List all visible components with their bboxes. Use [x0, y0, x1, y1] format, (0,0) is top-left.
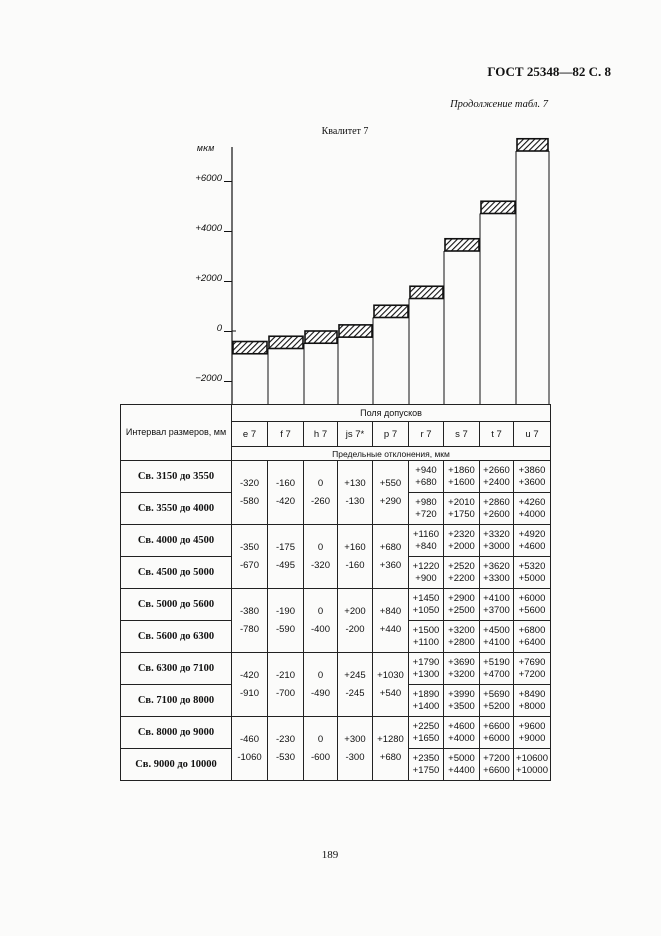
- deviation-cell-s: [444, 493, 480, 525]
- deviation-value: +3600: [518, 476, 546, 488]
- deviation-cell-s: [444, 557, 480, 589]
- deviation-value: +680: [379, 541, 402, 553]
- deviation-value: +940: [415, 464, 437, 476]
- y-tick-mark: [224, 231, 232, 232]
- deviation-value: -175: [275, 541, 295, 553]
- deviation-value: +6600: [483, 720, 510, 732]
- size-range-label: Св. 6300 до 7100: [121, 653, 232, 685]
- deviation-value: +440: [379, 623, 402, 635]
- y-tick-mark: [224, 181, 232, 182]
- deviation-value: +8490: [518, 688, 546, 700]
- deviation-value: +1860: [448, 464, 475, 476]
- deviation-value: +3690: [448, 656, 475, 668]
- deviation-value: +10600: [516, 752, 548, 764]
- deviation-value: -300: [345, 751, 365, 763]
- deviation-cell-s: [444, 685, 480, 717]
- deviation-value: 0: [317, 605, 324, 617]
- deviation-value: +10000: [516, 764, 548, 776]
- deviation-cell-u: [514, 493, 551, 525]
- deviation-cell-h: [304, 653, 338, 717]
- size-range-label: Св. 8000 до 9000: [121, 717, 232, 749]
- deviation-value: +6000: [518, 592, 546, 604]
- deviation-value: +200: [344, 605, 366, 617]
- deviation-cell-f: [268, 461, 304, 525]
- tolerance-table: [120, 404, 551, 781]
- deviation-cell-s: [444, 589, 480, 621]
- deviation-value: -590: [275, 623, 295, 635]
- deviation-value: +2010: [448, 496, 475, 508]
- deviation-value: +4500: [483, 624, 510, 636]
- deviation-cell-u: [514, 653, 551, 685]
- deviation-value: -350: [239, 541, 259, 553]
- deviation-value: -400: [310, 623, 330, 635]
- deviation-cell-t: [480, 685, 514, 717]
- deviation-cell-e: [232, 717, 268, 781]
- tolerance-bar-2: [269, 336, 303, 348]
- deviation-value: +130: [344, 477, 366, 489]
- deviation-value: +5600: [518, 604, 546, 616]
- deviation-value: +550: [379, 477, 402, 489]
- deviation-value: +1750: [412, 764, 440, 776]
- table-continuation-note: Продолжение табл. 7: [450, 99, 548, 110]
- grade-header-8: t 7: [480, 422, 514, 447]
- y-tick-mark: [224, 381, 232, 382]
- deviation-cell-f: [268, 525, 304, 589]
- deviation-value: +2200: [448, 572, 475, 584]
- deviation-cell-t: [480, 621, 514, 653]
- deviation-value: -420: [275, 495, 295, 507]
- deviation-value: +2400: [483, 476, 510, 488]
- tolerance-bar-4: [339, 325, 372, 337]
- deviation-cell-p: [373, 525, 409, 589]
- deviation-cell-r: [409, 717, 444, 749]
- deviation-value: -380: [239, 605, 259, 617]
- deviation-cell-js: [338, 525, 373, 589]
- deviation-cell-h: [304, 525, 338, 589]
- deviation-value: +1450: [412, 592, 440, 604]
- y-tick-mark: [224, 331, 232, 332]
- grade-header-9: u 7: [514, 422, 551, 447]
- deviation-cell-e: [232, 589, 268, 653]
- y-tick-mark: [224, 281, 232, 282]
- deviation-value: +2000: [448, 540, 475, 552]
- deviation-cell-r: [409, 749, 444, 781]
- deviation-value: +4000: [448, 732, 475, 744]
- deviation-cell-p: [373, 717, 409, 781]
- deviation-value: +3500: [448, 700, 475, 712]
- deviation-cell-t: [480, 589, 514, 621]
- deviation-value: +2600: [483, 508, 510, 520]
- deviation-value: +4600: [448, 720, 475, 732]
- deviation-value: +840: [379, 605, 402, 617]
- y-tick-label: +6000: [195, 173, 222, 184]
- deviation-value: -230: [275, 733, 295, 745]
- deviation-value: +6800: [518, 624, 546, 636]
- size-range-label: Св. 7100 до 8000: [121, 685, 232, 717]
- deviation-value: +3320: [483, 528, 510, 540]
- deviation-cell-r: [409, 461, 444, 493]
- deviation-cell-t: [480, 493, 514, 525]
- deviation-value: 0: [317, 477, 324, 489]
- deviation-cell-f: [268, 589, 304, 653]
- deviation-value: +720: [415, 508, 437, 520]
- deviation-cell-s: [444, 461, 480, 493]
- deviation-value: +1750: [448, 508, 475, 520]
- deviation-cell-p: [373, 653, 409, 717]
- tolerance-bar-6: [410, 286, 443, 298]
- deviation-cell-h: [304, 461, 338, 525]
- deviation-cell-r: [409, 557, 444, 589]
- deviation-value: +4700: [483, 668, 510, 680]
- deviation-value: +3700: [483, 604, 510, 616]
- deviation-cell-s: [444, 749, 480, 781]
- deviation-value: +2520: [448, 560, 475, 572]
- deviation-value: +3200: [448, 668, 475, 680]
- y-axis-unit: мкм: [197, 143, 215, 154]
- deviation-value: +8000: [518, 700, 546, 712]
- deviation-value: +300: [344, 733, 366, 745]
- grade-header-4: js 7*: [338, 422, 373, 447]
- deviation-value: +2660: [483, 464, 510, 476]
- deviation-cell-js: [338, 589, 373, 653]
- deviation-value: +6000: [483, 732, 510, 744]
- deviation-value: -420: [239, 669, 259, 681]
- deviation-value: +4100: [483, 592, 510, 604]
- deviation-value: +9000: [518, 732, 546, 744]
- deviation-value: -580: [239, 495, 259, 507]
- deviation-value: -780: [239, 623, 259, 635]
- tolerance-bar-9: [517, 139, 548, 151]
- tolerance-bar-1: [233, 342, 267, 354]
- page-number: 189: [321, 849, 339, 861]
- deviation-value: +2800: [448, 636, 475, 648]
- deviation-cell-s: [444, 653, 480, 685]
- tolerance-bar-5: [374, 305, 408, 317]
- deviation-cell-e: [232, 461, 268, 525]
- deviation-cell-js: [338, 653, 373, 717]
- deviation-value: -495: [275, 559, 295, 571]
- deviation-value: -260: [310, 495, 330, 507]
- deviation-value: +2860: [483, 496, 510, 508]
- deviation-value: -130: [345, 495, 365, 507]
- deviation-cell-h: [304, 589, 338, 653]
- deviation-value: +1600: [448, 476, 475, 488]
- deviation-cell-t: [480, 717, 514, 749]
- deviation-cell-t: [480, 749, 514, 781]
- deviation-value: -1060: [237, 751, 262, 763]
- deviation-value: 0: [317, 541, 324, 553]
- deviation-value: +245: [344, 669, 366, 681]
- deviation-cell-s: [444, 621, 480, 653]
- y-tick-label: +2000: [195, 273, 222, 284]
- deviation-value: +3860: [518, 464, 546, 476]
- deviation-cell-e: [232, 525, 268, 589]
- deviation-cell-r: [409, 653, 444, 685]
- deviation-value: +4600: [518, 540, 546, 552]
- deviation-value: +680: [379, 751, 402, 763]
- deviation-cell-r: [409, 621, 444, 653]
- deviation-value: +3200: [448, 624, 475, 636]
- size-range-label: Св. 4500 до 5000: [121, 557, 232, 589]
- deviation-value: -700: [275, 687, 295, 699]
- deviation-value: -210: [275, 669, 295, 681]
- deviation-cell-p: [373, 589, 409, 653]
- deviation-cell-u: [514, 557, 551, 589]
- deviation-cell-f: [268, 717, 304, 781]
- deviation-cell-e: [232, 653, 268, 717]
- deviation-value: +6600: [483, 764, 510, 776]
- deviation-value: -460: [239, 733, 259, 745]
- deviation-value: +3620: [483, 560, 510, 572]
- deviation-value: -190: [275, 605, 295, 617]
- grade-header-1: e 7: [232, 422, 268, 447]
- deviation-cell-s: [444, 717, 480, 749]
- deviation-value: +680: [415, 476, 437, 488]
- deviation-cell-p: [373, 461, 409, 525]
- deviation-value: +2500: [448, 604, 475, 616]
- deviation-cell-r: [409, 589, 444, 621]
- deviation-value: +3000: [483, 540, 510, 552]
- deviation-cell-u: [514, 621, 551, 653]
- tolerance-bar-3: [305, 331, 337, 343]
- deviation-value: +7690: [518, 656, 546, 668]
- limit-deviations-header: Предельные отклонения, мкм: [232, 447, 551, 461]
- deviation-value: +4000: [518, 508, 546, 520]
- deviation-value: -320: [310, 559, 330, 571]
- deviation-value: +900: [415, 572, 437, 584]
- deviation-value: +3990: [448, 688, 475, 700]
- deviation-value: -490: [310, 687, 330, 699]
- deviation-value: +360: [379, 559, 402, 571]
- grade-header-5: p 7: [373, 422, 409, 447]
- deviation-value: +1030: [377, 669, 404, 681]
- deviation-value: +4920: [518, 528, 546, 540]
- deviation-value: +5000: [448, 752, 475, 764]
- document-header: ГОСТ 25348—82 С. 8: [487, 64, 611, 79]
- size-interval-header: Интервал размеров, мм: [121, 405, 232, 461]
- deviation-value: +2900: [448, 592, 475, 604]
- deviation-cell-r: [409, 685, 444, 717]
- size-range-label: Св. 5000 до 5600: [121, 589, 232, 621]
- deviation-cell-s: [444, 525, 480, 557]
- deviation-value: +2320: [448, 528, 475, 540]
- deviation-value: +1220: [412, 560, 440, 572]
- deviation-value: -530: [275, 751, 295, 763]
- deviation-value: -320: [239, 477, 259, 489]
- deviation-value: +840: [415, 540, 437, 552]
- deviation-cell-t: [480, 653, 514, 685]
- deviation-value: +5190: [483, 656, 510, 668]
- deviation-cell-h: [304, 717, 338, 781]
- deviation-value: -910: [239, 687, 259, 699]
- deviation-value: +5690: [483, 688, 510, 700]
- deviation-value: 0: [317, 669, 324, 681]
- tolerance-fields-header: Поля допусков: [232, 405, 551, 422]
- tolerance-bar-7: [445, 239, 479, 251]
- deviation-value: -670: [239, 559, 259, 571]
- deviation-value: -245: [345, 687, 365, 699]
- deviation-value: +2250: [412, 720, 440, 732]
- deviation-value: +1100: [413, 636, 439, 648]
- deviation-value: +7200: [483, 752, 510, 764]
- deviation-value: +1300: [412, 668, 440, 680]
- deviation-value: +5000: [518, 572, 546, 584]
- deviation-value: +1160: [413, 528, 439, 540]
- size-range-label: Св. 3150 до 3550: [121, 461, 232, 493]
- deviation-value: +1400: [412, 700, 440, 712]
- deviation-value: +540: [379, 687, 402, 699]
- deviation-value: +1890: [412, 688, 440, 700]
- y-tick-label: 0: [216, 323, 222, 334]
- grade-header-6: r 7: [409, 422, 444, 447]
- deviation-cell-r: [409, 493, 444, 525]
- deviation-value: +4400: [448, 764, 475, 776]
- deviation-value: 0: [317, 733, 324, 745]
- deviation-cell-r: [409, 525, 444, 557]
- deviation-value: +980: [415, 496, 437, 508]
- deviation-cell-u: [514, 685, 551, 717]
- deviation-value: +2350: [412, 752, 440, 764]
- deviation-value: -200: [345, 623, 365, 635]
- deviation-cell-u: [514, 589, 551, 621]
- size-range-label: Св. 4000 до 4500: [121, 525, 232, 557]
- y-tick-label: +4000: [195, 223, 222, 234]
- deviation-value: -160: [275, 477, 295, 489]
- deviation-value: +1280: [377, 733, 404, 745]
- deviation-value: +7200: [518, 668, 546, 680]
- deviation-value: +1790: [412, 656, 440, 668]
- deviation-value: +160: [344, 541, 366, 553]
- deviation-cell-u: [514, 525, 551, 557]
- deviation-value: +290: [379, 495, 402, 507]
- deviation-value: +1050: [412, 604, 440, 616]
- deviation-cell-f: [268, 653, 304, 717]
- size-range-label: Св. 9000 до 10000: [121, 749, 232, 781]
- deviation-value: +9600: [518, 720, 546, 732]
- deviation-value: +5320: [518, 560, 546, 572]
- deviation-value: +1500: [412, 624, 440, 636]
- tolerance-field-chart: [0, 0, 661, 410]
- deviation-value: -160: [345, 559, 365, 571]
- deviation-cell-u: [514, 717, 551, 749]
- deviation-value: +4260: [518, 496, 546, 508]
- deviation-value: +1650: [412, 732, 440, 744]
- deviation-value: +3300: [483, 572, 510, 584]
- deviation-value: +6400: [518, 636, 546, 648]
- deviation-cell-t: [480, 461, 514, 493]
- deviation-value: +4100: [483, 636, 510, 648]
- tolerance-bar-8: [481, 201, 515, 213]
- deviation-cell-u: [514, 461, 551, 493]
- deviation-value: -600: [310, 751, 330, 763]
- size-range-label: Св. 3550 до 4000: [121, 493, 232, 525]
- grade-header-7: s 7: [444, 422, 480, 447]
- size-range-label: Св. 5600 до 6300: [121, 621, 232, 653]
- grade-header-3: h 7: [304, 422, 338, 447]
- deviation-cell-u: [514, 749, 551, 781]
- y-tick-label: −2000: [195, 373, 222, 384]
- deviation-value: +5200: [483, 700, 510, 712]
- deviation-cell-t: [480, 557, 514, 589]
- deviation-cell-js: [338, 717, 373, 781]
- deviation-cell-js: [338, 461, 373, 525]
- grade-header-2: f 7: [268, 422, 304, 447]
- deviation-cell-t: [480, 525, 514, 557]
- chart-title: Квалитет 7: [321, 126, 369, 137]
